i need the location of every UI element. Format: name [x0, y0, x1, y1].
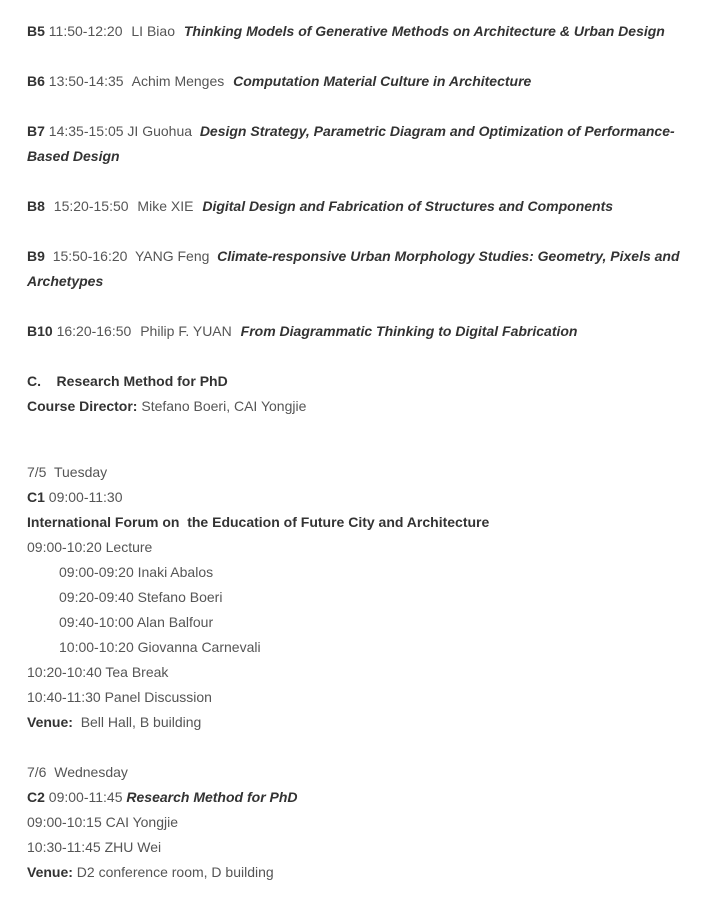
course-director-label: Course Director: [27, 398, 138, 414]
session-code: B6 [27, 73, 45, 89]
session-c1 [27, 485, 692, 510]
talk-item: 10:00-10:20 Giovanna Carnevali [59, 639, 261, 655]
venue-label: Venue: [27, 864, 73, 880]
session-title: Research Method for PhD [126, 789, 298, 805]
forum-title: International Forum on the Education of Future City and Architecture [27, 514, 490, 530]
session-time: 16:20-16:50 [56, 323, 132, 339]
session-title: Thinking Models of Generative Methods on Architecture & Urban Design [183, 23, 665, 39]
course-director [27, 394, 692, 419]
talk-item: 09:00-10:15 CAI Yongjie [27, 814, 179, 830]
venue [27, 860, 692, 885]
talk-item: 09:40-10:00 Alan Balfour [59, 614, 214, 630]
session-code: B5 [27, 23, 45, 39]
venue-value: D2 conference room, D building [76, 864, 274, 880]
session-time: 15:20-15:50 [53, 198, 129, 214]
session-title: Climate-responsive Urban Morphology Studies: Geometry, Pixels and Archetypes [27, 248, 680, 289]
session-time: 11:50-12:20 [48, 23, 123, 39]
session-title: From Diagrammatic Thinking to Digital Fabrication [240, 323, 578, 339]
session-b10 [27, 319, 692, 344]
session-time: 13:50-14:35 [48, 73, 124, 89]
venue-label: Venue: [27, 714, 73, 730]
session-code: B8 [27, 198, 45, 214]
section-heading: C. Research Method for PhD [27, 373, 228, 389]
session-speaker: Achim Menges [131, 73, 225, 89]
session-speaker: LI Biao [131, 23, 175, 39]
panel-discussion: 10:40-11:30 Panel Discussion [27, 689, 212, 705]
session-b5 [27, 19, 692, 44]
session-title: Digital Design and Fabrication of Structures and Components [202, 198, 614, 214]
session-time: 09:00-11:30 [48, 489, 123, 505]
session-b9 [27, 244, 692, 294]
session-code: B10 [27, 323, 53, 339]
session-code: B7 [27, 123, 45, 139]
talk-item: 09:20-09:40 Stefano Boeri [59, 589, 223, 605]
session-c2 [27, 785, 692, 810]
session-speaker: JI Guohua [127, 123, 193, 139]
session-code: B9 [27, 248, 45, 264]
session-speaker: YANG Feng [134, 248, 210, 264]
session-title: Design Strategy, Parametric Diagram and Optimization of Performance-Based Design [27, 123, 675, 164]
session-time: 15:50-16:20 [52, 248, 128, 264]
session-speaker: Mike XIE [137, 198, 194, 214]
session-time: 14:35-15:05 [48, 123, 124, 139]
session-b8 [27, 194, 692, 219]
session-b7 [27, 119, 692, 169]
session-b6 [27, 69, 692, 94]
day-date: 7/6 Wednesday [27, 764, 128, 780]
session-speaker: Philip F. YUAN [140, 323, 232, 339]
session-time: 09:00-11:45 [48, 789, 123, 805]
lecture-block: 09:00-10:20 Lecture [27, 539, 153, 555]
course-director-value: Stefano Boeri, CAI Yongjie [141, 398, 307, 414]
tea-break: 10:20-10:40 Tea Break [27, 664, 169, 680]
day-date: 7/5 Tuesday [27, 464, 108, 480]
venue-value: Bell Hall, B building [80, 714, 202, 730]
session-code: C1 [27, 489, 45, 505]
session-title: Computation Material Culture in Architecture [233, 73, 532, 89]
venue [27, 710, 692, 735]
talk-item: 09:00-09:20 Inaki Abalos [59, 564, 214, 580]
talk-item: 10:30-11:45 ZHU Wei [27, 839, 162, 855]
session-code: C2 [27, 789, 45, 805]
